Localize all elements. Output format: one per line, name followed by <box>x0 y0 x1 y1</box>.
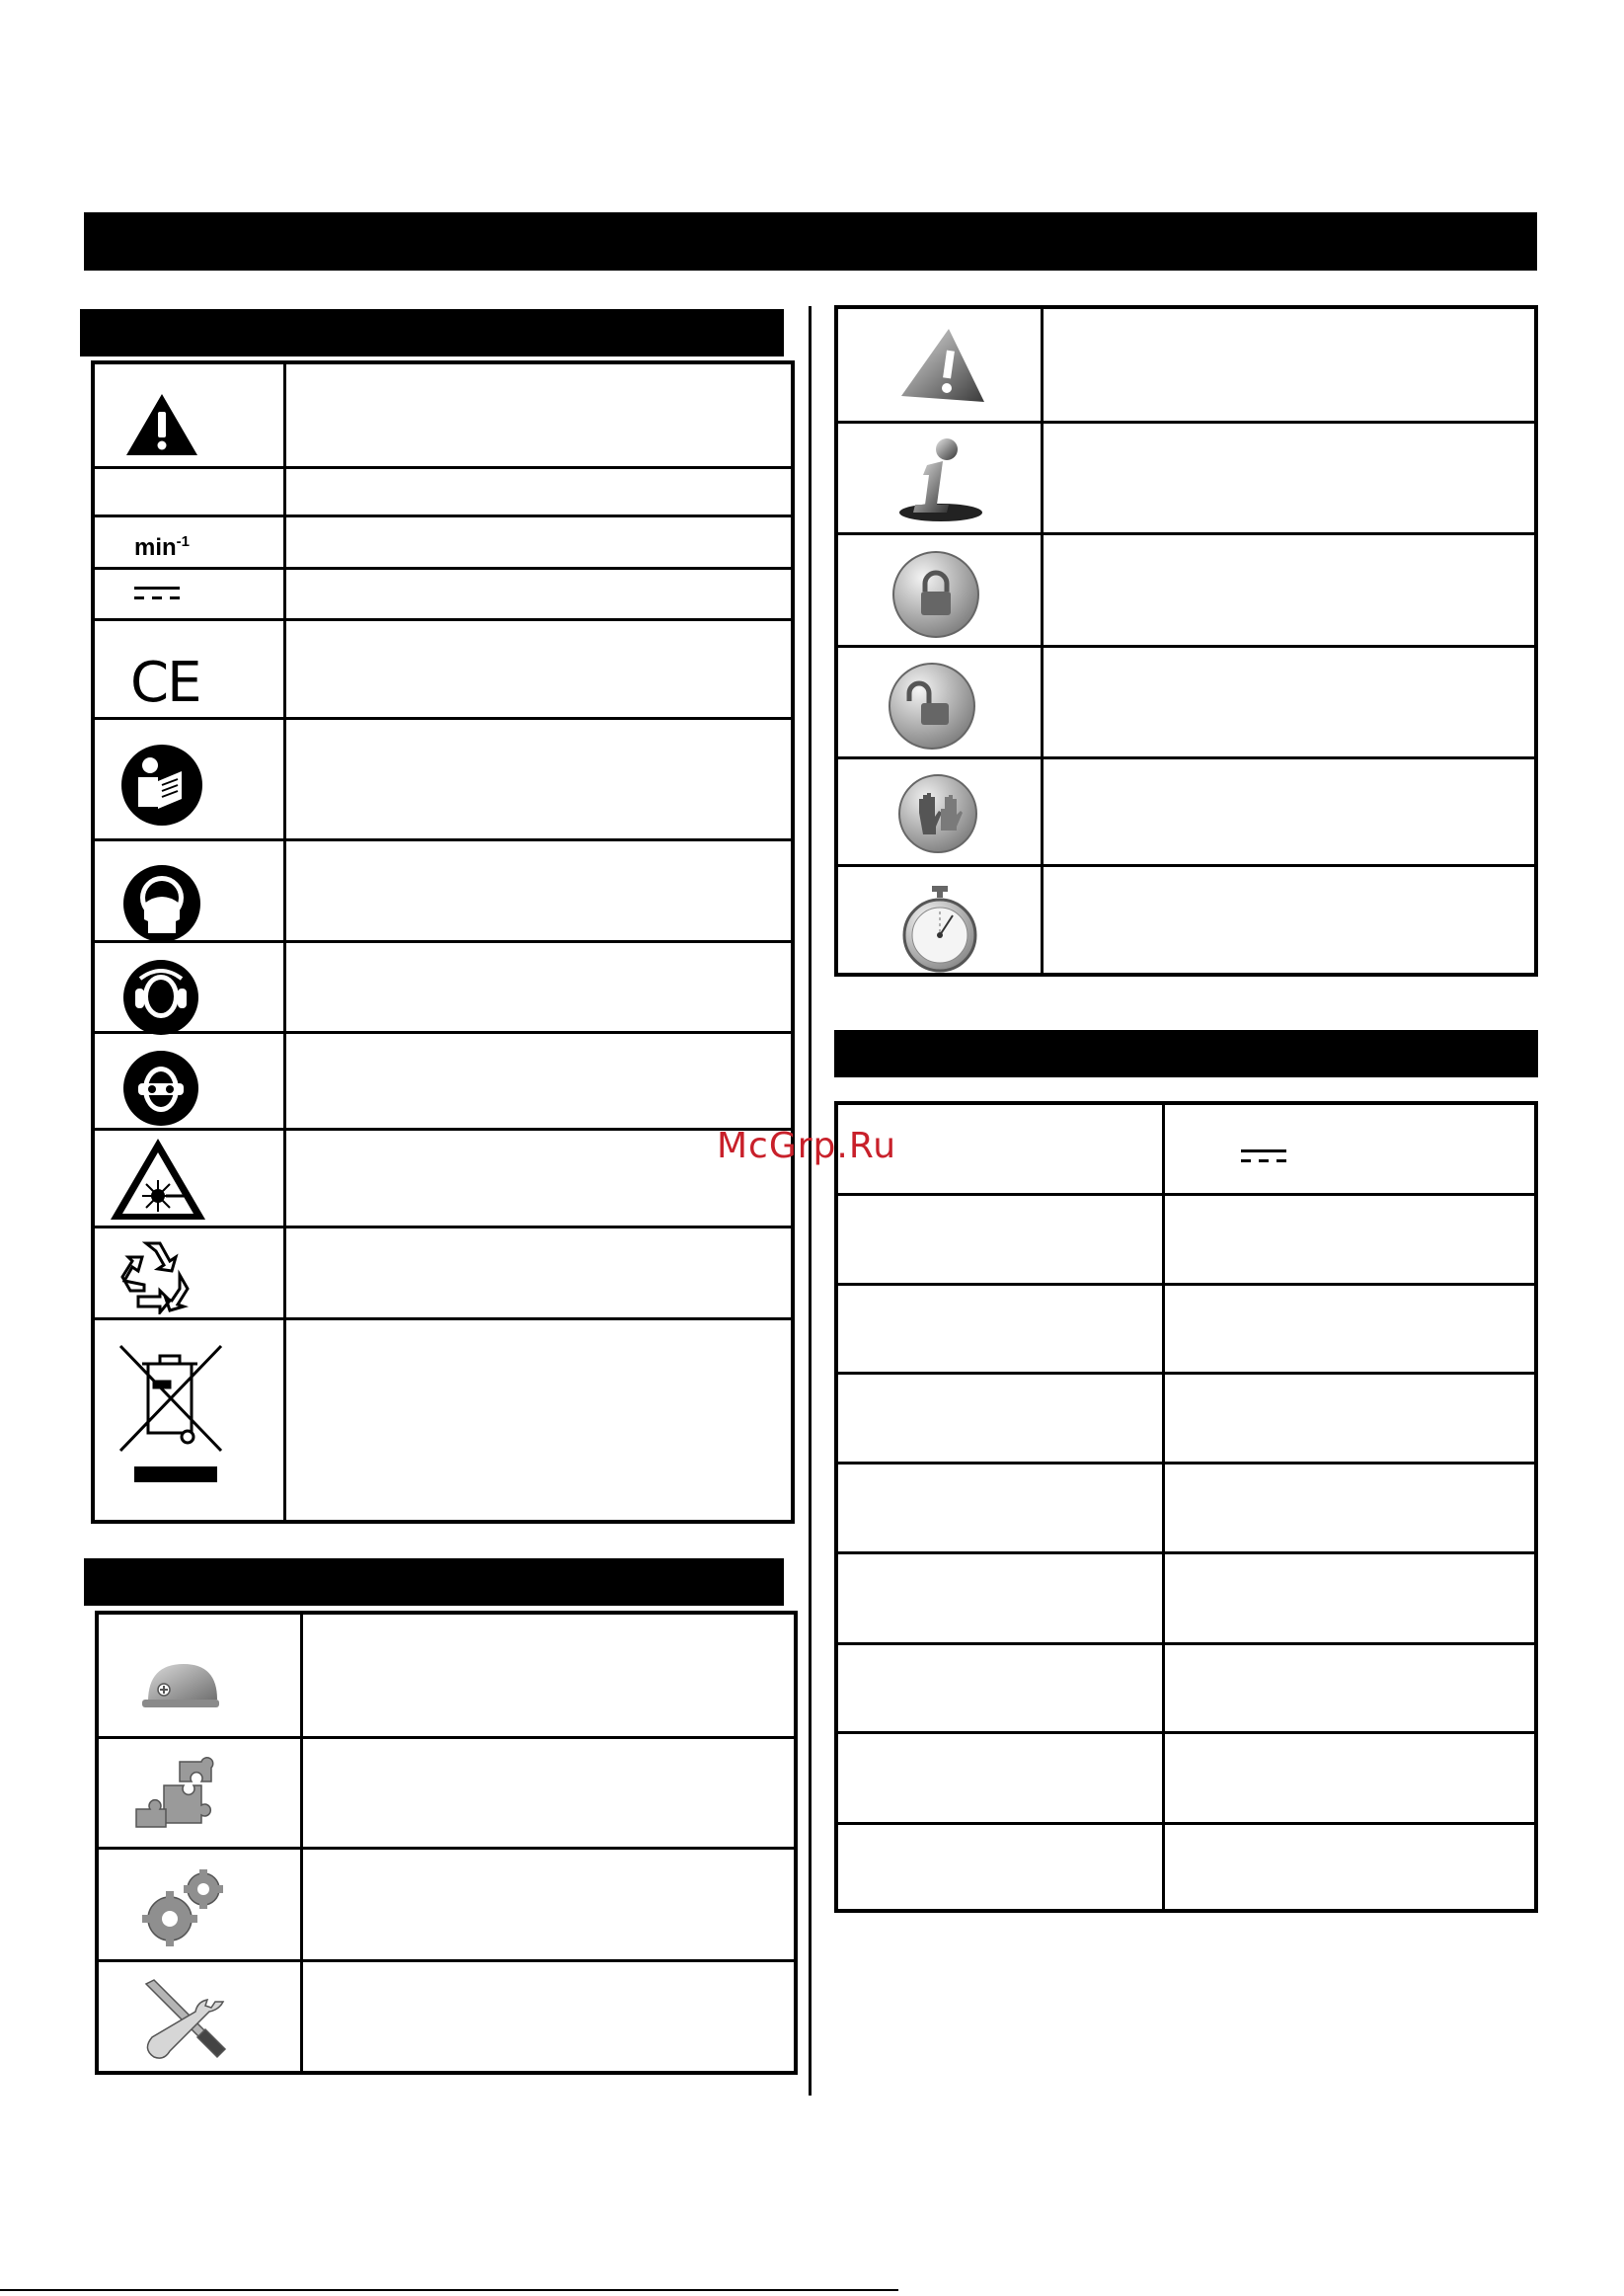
hard-hat-icon <box>138 1658 221 1719</box>
watermark: McGrp.Ru <box>717 1126 897 1166</box>
rpm-base: min <box>134 534 177 561</box>
ce-mark-icon <box>130 651 199 715</box>
info-3d-icon <box>891 435 986 524</box>
screwdriver-wrench-icon <box>138 1978 229 2063</box>
section-header-symbols-2 <box>84 1558 784 1606</box>
section-header-symbols <box>80 309 784 356</box>
section-header-specifications <box>834 1030 1538 1077</box>
footer-rule <box>0 2289 898 2291</box>
rpm-exponent: -1 <box>176 533 191 550</box>
spec-direct-current-icon <box>1241 1147 1288 1166</box>
ear-protection-icon <box>122 959 199 1036</box>
specifications-table <box>834 1101 1538 1913</box>
stopwatch-icon <box>899 884 980 975</box>
icons-table-bottom <box>95 1611 798 2075</box>
read-manual-icon <box>120 744 203 827</box>
page-header-bar <box>84 212 1537 271</box>
unlocked-padlock-icon <box>888 662 976 751</box>
direct-current-icon <box>134 584 182 603</box>
notes-icons-table <box>834 305 1538 977</box>
warning-3d-icon <box>897 327 986 406</box>
eye-protection-icon <box>122 1050 199 1127</box>
weee-bin-icon <box>116 1342 225 1490</box>
locked-padlock-icon <box>891 550 980 639</box>
dust-mask-icon <box>122 864 201 943</box>
column-divider <box>809 306 812 2096</box>
symbols-table <box>91 360 795 1524</box>
laser-warning-icon <box>109 1137 207 1222</box>
gloves-icon <box>897 773 978 854</box>
gears-icon <box>138 1867 227 1950</box>
rpm-symbol <box>134 533 190 562</box>
puzzle-pieces-icon <box>134 1756 229 1835</box>
ce-mark-text: CE <box>130 651 200 715</box>
warning-triangle-icon <box>124 392 199 457</box>
recycle-icon <box>116 1235 199 1314</box>
